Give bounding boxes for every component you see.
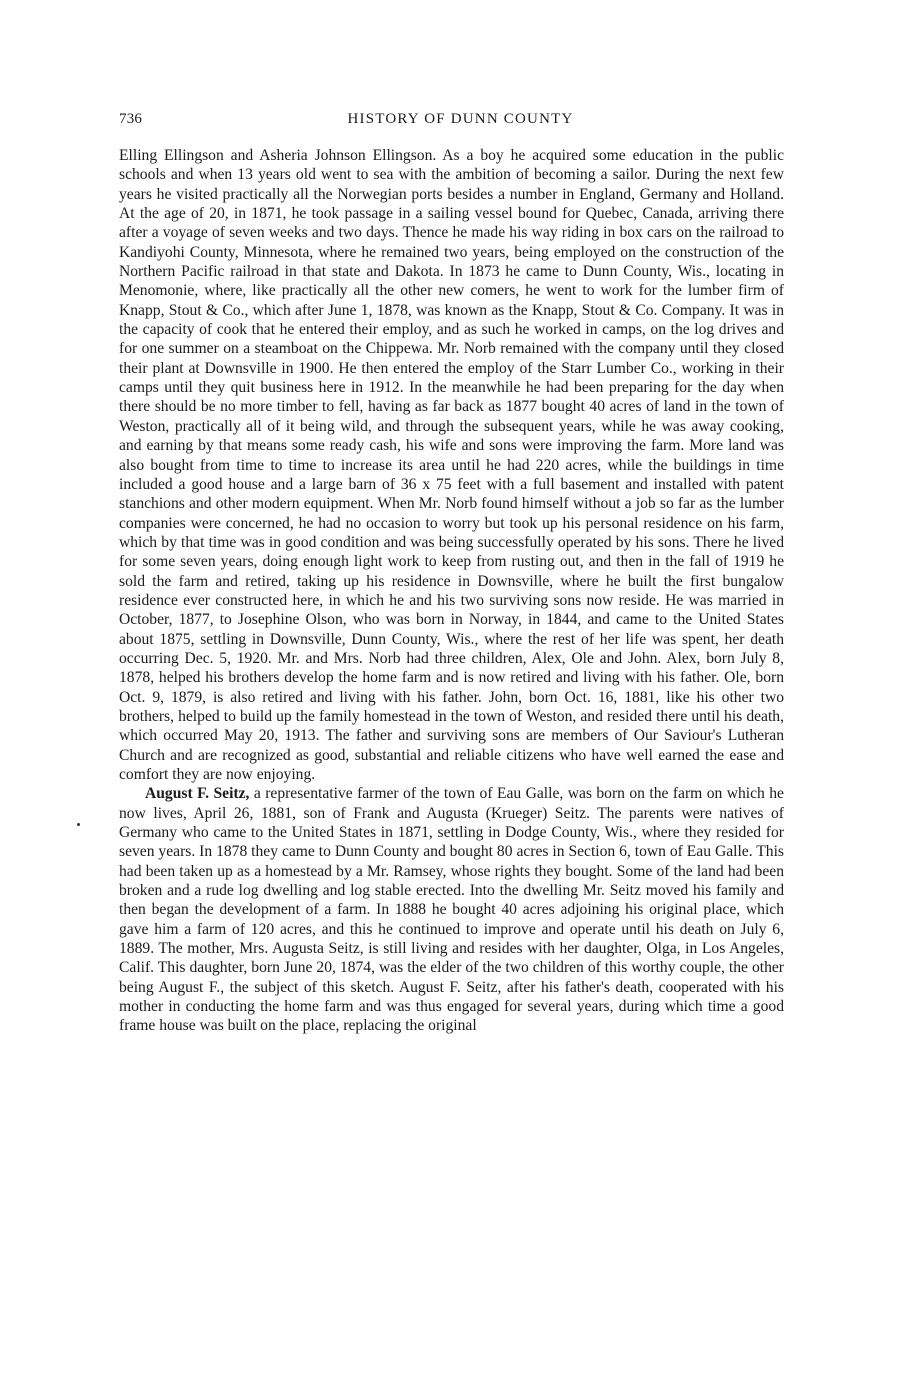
body-text	[119, 146, 784, 1036]
page-header	[119, 111, 784, 133]
page-number: 736	[119, 111, 143, 127]
stray-ink-dot	[77, 823, 80, 826]
running-head: HISTORY OF DUNN COUNTY	[347, 111, 574, 127]
paragraph-norb-biography: Elling Ellingson and Asheria Johnson Ellingson. As a boy he acquired some education in the public schools and when 13 years old went to sea with the ambition of becoming a sailor. During the next few years he visited practically all the Norwegian ports besides a number in England, Germany and Holland. At the age of 20, in 1871, he took passage in a sailing vessel bound for Quebec, Canada, arriving there after a voyage of seven weeks and two days. Thence he made his way riding in box cars on the railroad to Kandiyohi County, Minnesota, where he remained two years, being employed on the construction of the Northern Pacific railroad in that state and Dakota. In 1873 he came to Dunn County, Wis., locating in Menomonie, where, like practically all the other new comers, he went to work for the lumber firm of Knapp, Stout & Co., which after June 1, 1878, was known as the Knapp, Stout & Co. Company. It was in the capacity of cook that he entered their employ, and as such he worked in camps, on the log drives and for one summer on a steamboat on the Chippewa. Mr. Norb remained with the company until they closed their plant at Downsville in 1900. He then entered the employ of the Starr Lumber Co., working in their camps until they quit business here in 1912. In the meanwhile he had been preparing for the day when there should be no more timber to fell, having as far back as 1877 bought 40 acres of land in the town of Weston, practically all of it being wild, and through the subsequent years, while he was away cooking, and earning by that means some ready cash, his wife and sons were improving the farm. More land was also bought from time to time to increase its area until he had 220 acres, while the buildings in time included a good house and a large barn of 36 x 75 feet with a full basement and installed with patent stanchions and other modern equipment. When Mr. Norb found himself without a job so far as the lumber companies were concerned, he had no occasion to worry but took up his personal residence on his farm, which by that time was in good condition and was being successfully operated by his sons. There he lived for some seven years, doing enough light work to keep from rusting out, and then in the fall of 1919 he sold the farm and retired, taking up his residence in Downsville, where he built the first bungalow residence ever constructed here, in which he and his two surviving sons now reside. He was married in October, 1877, to Josephine Olson, who was born in Norway, in 1844, and came to the United States about 1875, settling in Downsville, Dunn County, Wis., where the rest of her life was spent, her death occurring Dec. 5, 1920. Mr. and Mrs. Norb had three children, Alex, Ole and John. Alex, born July 8, 1878, helped his brothers develop the home farm and is now retired and living with his father. Ole, born Oct. 9, 1879, is also retired and living with his father. John, born Oct. 16, 1881, like his other two brothers, helped to build up the family homestead in the town of Weston, and resided there until his death, which occurred May 20, 1913. The father and surviving sons are members of Our Saviour's Lutheran Church and are recognized as good, substantial and reliable citizens who have well earned the ease and comfort they are now enjoying.	[119, 147, 784, 783]
paragraph-seitz-text: a representative farmer of the town of Eau Galle, was born on the farm on which he now lives, April 26, 1881, son of Frank and Augusta (Krueger) Seitz. The parents were natives of Germany who came to the United States in 1871, settling in Dodge County, Wis., where they resided for seven years. In 1878 they came to Dunn County and bought 80 acres in Section 6, town of Eau Galle. This had been taken up as a homestead by a Mr. Ramsey, whose rights they bought. Some of the land had been broken and a rude log dwelling and log stable erected. Into the dwelling Mr. Seitz moved his family and then began the development of a farm. In 1888 he bought 40 acres adjoining his original place, which gave him a farm of 120 acres, and this he continued to improve and operate until his death on July 6, 1889. The mother, Mrs. Augusta Seitz, is still living and resides with her daughter, Olga, in Los Angeles, Calif. This daughter, born June 20, 1874, was the elder of the two children of this worthy couple, the other being August F., the subject of this sketch. August F. Seitz, after his father's death, cooperated with his mother in conducting the home farm and was thus engaged for several years, during which time a good frame house was built on the place, replacing the original	[119, 785, 784, 1035]
biography-subject-name: August F. Seitz,	[145, 785, 250, 803]
paragraph-seitz-biography	[119, 784, 784, 1035]
